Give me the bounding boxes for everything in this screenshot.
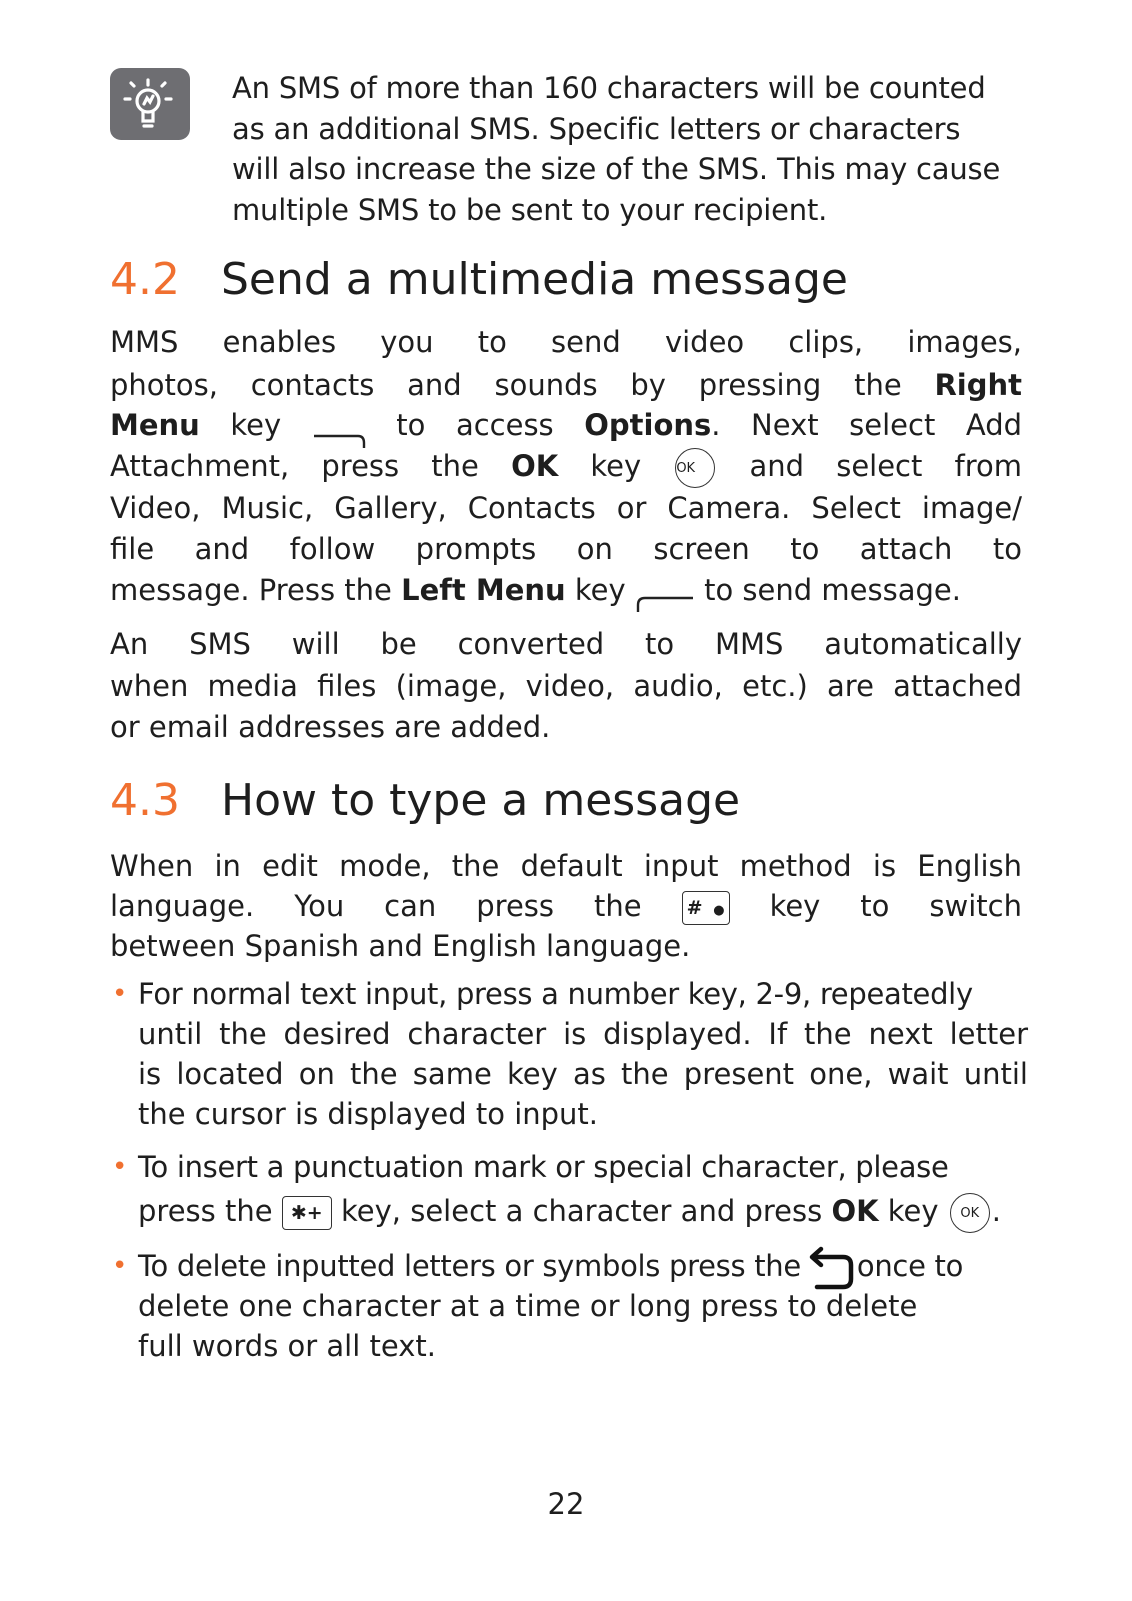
- text-run: language. You can press the: [110, 889, 642, 923]
- bullet-icon: •: [112, 1152, 128, 1182]
- section-heading-4-3: [110, 773, 740, 829]
- page-number: 22: [547, 1487, 585, 1521]
- bullet-delete: [112, 1244, 1028, 1366]
- text-run: To delete inputted letters or symbols press the: [138, 1249, 801, 1283]
- section-title: How to type a message: [221, 775, 741, 826]
- right-menu-key-icon: [312, 419, 366, 435]
- hash-key-icon: #●: [682, 891, 730, 925]
- section-heading-4-2: [110, 252, 848, 308]
- text-run: key: [590, 449, 642, 483]
- tip-line: as an additional SMS. Specific letters or characters: [232, 111, 961, 146]
- text-run: Options: [584, 408, 712, 442]
- text-line: [110, 445, 1022, 487]
- back-key-icon: [801, 1245, 857, 1291]
- text-line: MMS enables you to send video clips, images,: [110, 325, 1022, 359]
- text-run: press the: [138, 1194, 273, 1228]
- ok-key-icon: OK: [950, 1193, 990, 1233]
- text-run: photos, contacts and sounds by pressing the: [110, 368, 902, 402]
- section-title: Send a multimedia message: [221, 254, 848, 305]
- bullet-punctuation: [112, 1147, 1028, 1233]
- text-run: OK: [511, 449, 559, 483]
- text-line: [110, 405, 1022, 445]
- text-run: to send message.: [704, 573, 961, 607]
- tip-text: [232, 68, 1022, 230]
- text-run: key to switch: [769, 889, 1022, 923]
- text-run: key: [887, 1194, 939, 1228]
- text-line: is located on the same key as the present one, wait until: [138, 1057, 1028, 1091]
- edit-mode-paragraph: [110, 846, 1022, 966]
- text-line: Video, Music, Gallery, Contacts or Camera. Select image/: [110, 491, 1022, 525]
- text-run: key, select a character and press: [341, 1194, 823, 1228]
- text-line: For normal text input, press a number key, 2-9, repeatedly: [138, 977, 973, 1011]
- mms-paragraph: [110, 322, 1022, 611]
- bullet-normal-text-input: [112, 974, 1028, 1134]
- text-line: [110, 365, 1022, 405]
- bullet-icon: •: [112, 1251, 128, 1281]
- text-run: once to: [856, 1249, 964, 1283]
- text-run: Right: [934, 368, 1022, 402]
- text-line: [138, 1244, 1028, 1288]
- text-line: [138, 1189, 1028, 1233]
- section-number: 4.2: [110, 254, 180, 305]
- star-key-icon: ✱+: [282, 1196, 332, 1230]
- sms-conversion-paragraph: [110, 624, 1022, 748]
- lightbulb-icon: [110, 68, 190, 140]
- text-line: the cursor is displayed to input.: [138, 1097, 599, 1131]
- text-line: between Spanish and English language.: [110, 929, 691, 963]
- bullet-icon: •: [112, 979, 128, 1009]
- text-line: when media files (image, video, audio, etc.) are attached: [110, 669, 1022, 703]
- text-line: or email addresses are added.: [110, 710, 551, 744]
- text-run: Left Menu: [401, 573, 566, 607]
- text-line: file and follow prompts on screen to attach to: [110, 532, 1022, 566]
- text-line: [110, 570, 1022, 611]
- text-line: full words or all text.: [138, 1329, 436, 1363]
- text-run: and select from: [749, 449, 1023, 483]
- text-run: .: [991, 1194, 1001, 1228]
- text-run: Menu: [110, 408, 200, 442]
- text-line: until the desired character is displayed. If the next letter: [138, 1017, 1028, 1051]
- tip-line: multiple SMS to be sent to your recipient.: [232, 192, 828, 227]
- text-line: [110, 886, 1022, 926]
- text-run: OK: [831, 1194, 879, 1228]
- section-number: 4.3: [110, 775, 180, 826]
- text-line: delete one character at a time or long press to delete: [138, 1289, 918, 1323]
- left-menu-key-icon: [635, 583, 695, 601]
- text-run: Attachment, press the: [110, 449, 479, 483]
- text-run: to access: [396, 408, 554, 442]
- hash-key-label: #: [686, 897, 703, 919]
- tip-line: will also increase the size of the SMS. This may cause: [232, 152, 1001, 186]
- text-line: An SMS will be converted to MMS automatically: [110, 627, 1022, 661]
- text-line: When in edit mode, the default input method is English: [110, 849, 1022, 883]
- text-run: key: [230, 408, 282, 442]
- text-run: key: [574, 573, 626, 607]
- ok-key-icon: OK: [675, 448, 715, 488]
- text-line: To insert a punctuation mark or special character, please: [138, 1150, 949, 1184]
- tip-line: An SMS of more than 160 characters will be counted: [232, 71, 986, 105]
- text-run: . Next select Add: [711, 408, 1023, 442]
- text-run: message. Press the: [110, 573, 392, 607]
